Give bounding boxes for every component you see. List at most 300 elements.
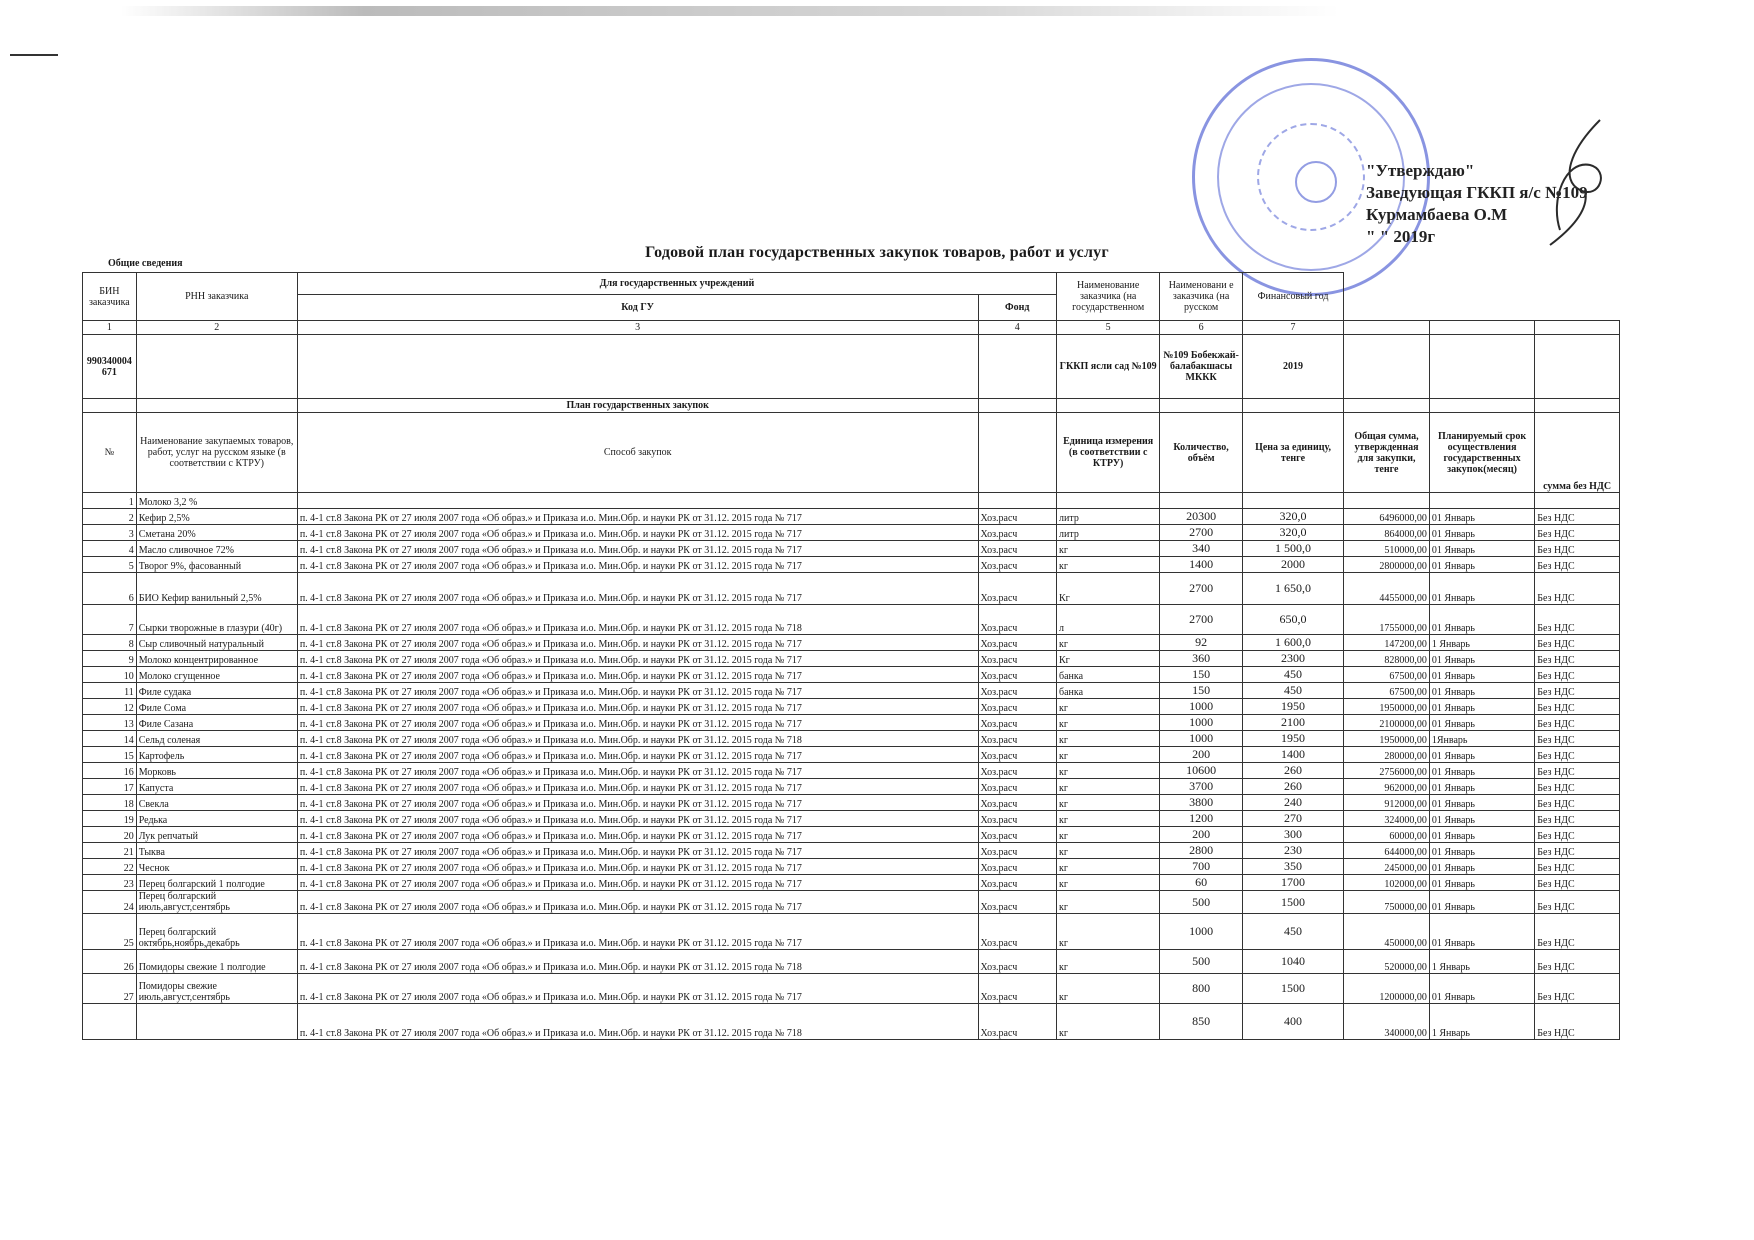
- table-row: [83, 950, 1620, 974]
- cell-unit: кг: [1057, 747, 1160, 763]
- cell-basis: п. 4-1 ст.8 Закона РК от 27 июля 2007 года «Об образ.» и Приказа и.о. Мин.Обр. и науки РК от 31.12. 2015 года № 717: [297, 811, 978, 827]
- cell-unit: кг: [1057, 1004, 1160, 1040]
- procurement-table: [82, 272, 1620, 1040]
- table-row: [83, 509, 1620, 525]
- cell-basis: п. 4-1 ст.8 Закона РК от 27 июля 2007 года «Об образ.» и Приказа и.о. Мин.Обр. и науки РК от 31.12. 2015 года № 717: [297, 635, 978, 651]
- cell-month: 01 Январь: [1429, 651, 1534, 667]
- cell-basis: п. 4-1 ст.8 Закона РК от 27 июля 2007 года «Об образ.» и Приказа и.о. Мин.Обр. и науки РК от 31.12. 2015 года № 717: [297, 699, 978, 715]
- cell-basis: п. 4-1 ст.8 Закона РК от 27 июля 2007 года «Об образ.» и Приказа и.о. Мин.Обр. и науки РК от 31.12. 2015 года № 717: [297, 667, 978, 683]
- col-number: 1: [83, 321, 137, 335]
- cell-src: Хоз.расч: [978, 859, 1057, 875]
- cell-name: Филе судака: [136, 683, 297, 699]
- cell-total: 750000,00: [1344, 891, 1430, 914]
- cell-n: 11: [83, 683, 137, 699]
- cell-price: 1950: [1242, 731, 1343, 747]
- cell-name: Тыква: [136, 843, 297, 859]
- cell-n: 20: [83, 827, 137, 843]
- cell-total: 340000,00: [1344, 1004, 1430, 1040]
- cell-month: 01 Январь: [1429, 699, 1534, 715]
- cell-n: 6: [83, 573, 137, 605]
- cell-month: 01 Январь: [1429, 779, 1534, 795]
- cell-qty: 360: [1160, 651, 1243, 667]
- cell-n: 23: [83, 875, 137, 891]
- cell-price: 1 500,0: [1242, 541, 1343, 557]
- term-header: Планируемый срок осуществления государственных закупок(месяц): [1429, 413, 1534, 493]
- cell-price: 450: [1242, 667, 1343, 683]
- cell-name: Чеснок: [136, 859, 297, 875]
- cell-total: 644000,00: [1344, 843, 1430, 859]
- cell-src: Хоз.расч: [978, 843, 1057, 859]
- cell-vat: Без НДС: [1535, 974, 1620, 1004]
- cell-basis: п. 4-1 ст.8 Закона РК от 27 июля 2007 года «Об образ.» и Приказа и.о. Мин.Обр. и науки РК от 31.12. 2015 года № 717: [297, 859, 978, 875]
- cell-vat: Без НДС: [1535, 859, 1620, 875]
- cell-price: 2000: [1242, 557, 1343, 573]
- cell-unit: кг: [1057, 699, 1160, 715]
- cell-src: Хоз.расч: [978, 635, 1057, 651]
- cell-price: 1950: [1242, 699, 1343, 715]
- cell-price: 260: [1242, 779, 1343, 795]
- cell-qty: 1000: [1160, 914, 1243, 950]
- cell-unit: кг: [1057, 891, 1160, 914]
- cell-price: 1 600,0: [1242, 635, 1343, 651]
- table-row: [83, 974, 1620, 1004]
- cell-price: 1040: [1242, 950, 1343, 974]
- cell-n: 14: [83, 731, 137, 747]
- cell-month: [1429, 493, 1534, 509]
- cell-total: 2100000,00: [1344, 715, 1430, 731]
- cell-vat: Без НДС: [1535, 779, 1620, 795]
- cell-qty: 850: [1160, 1004, 1243, 1040]
- cell-qty: [1160, 493, 1243, 509]
- cell-src: Хоз.расч: [978, 509, 1057, 525]
- cell-basis: п. 4-1 ст.8 Закона РК от 27 июля 2007 года «Об образ.» и Приказа и.о. Мин.Обр. и науки РК от 31.12. 2015 года № 718: [297, 731, 978, 747]
- plan-label: План государственных закупок: [297, 399, 978, 413]
- cell-qty: 3700: [1160, 779, 1243, 795]
- col-number: 6: [1160, 321, 1243, 335]
- cell-vat: Без НДС: [1535, 950, 1620, 974]
- name-ru-value: №109 Бобекжай-балабакшасы МККК: [1160, 335, 1243, 399]
- cell-name: Сметана 20%: [136, 525, 297, 541]
- table-row: [83, 843, 1620, 859]
- col-number: 7: [1242, 321, 1343, 335]
- general-info-label: Общие сведения: [108, 258, 183, 269]
- cell-price: 320,0: [1242, 525, 1343, 541]
- cell-price: 350: [1242, 859, 1343, 875]
- cell-basis: п. 4-1 ст.8 Закона РК от 27 июля 2007 года «Об образ.» и Приказа и.о. Мин.Обр. и науки РК от 31.12. 2015 года № 717: [297, 747, 978, 763]
- cell-total: 147200,00: [1344, 635, 1430, 651]
- cell-name: Кефир 2,5%: [136, 509, 297, 525]
- cell-name: Лук репчатый: [136, 827, 297, 843]
- cell-basis: п. 4-1 ст.8 Закона РК от 27 июля 2007 года «Об образ.» и Приказа и.о. Мин.Обр. и науки РК от 31.12. 2015 года № 717: [297, 573, 978, 605]
- cell-name: Молоко сгущенное: [136, 667, 297, 683]
- cell-n: 12: [83, 699, 137, 715]
- cell-n: 4: [83, 541, 137, 557]
- table-row: [83, 891, 1620, 914]
- cell-n: 22: [83, 859, 137, 875]
- table-row: [83, 493, 1620, 509]
- cell-total: 2800000,00: [1344, 557, 1430, 573]
- cell-n: 3: [83, 525, 137, 541]
- cell-vat: Без НДС: [1535, 875, 1620, 891]
- cell-basis: п. 4-1 ст.8 Закона РК от 27 июля 2007 года «Об образ.» и Приказа и.о. Мин.Обр. и науки РК от 31.12. 2015 года № 718: [297, 605, 978, 635]
- table-row: [83, 747, 1620, 763]
- cell-src: Хоз.расч: [978, 525, 1057, 541]
- approval-line: "Утверждаю": [1366, 161, 1475, 180]
- cell-vat: Без НДС: [1535, 795, 1620, 811]
- general-data-row: [83, 335, 1620, 399]
- name-ru-header: Наименовани е заказчика (на русском: [1160, 273, 1243, 321]
- cell-unit: кг: [1057, 541, 1160, 557]
- cell-total: 1950000,00: [1344, 699, 1430, 715]
- cell-price: 650,0: [1242, 605, 1343, 635]
- cell-month: 01 Январь: [1429, 811, 1534, 827]
- cell-unit: кг: [1057, 827, 1160, 843]
- cell-total: 67500,00: [1344, 667, 1430, 683]
- cell-name: Сыр сливочный натуральный: [136, 635, 297, 651]
- fin-year-header: Финансовый год: [1242, 273, 1343, 321]
- cell-total: 2756000,00: [1344, 763, 1430, 779]
- cell-unit: кг: [1057, 635, 1160, 651]
- cell-vat: Без НДС: [1535, 683, 1620, 699]
- cell-n: 17: [83, 779, 137, 795]
- cell-unit: кг: [1057, 950, 1160, 974]
- cell-unit: кг: [1057, 974, 1160, 1004]
- cell-total: 60000,00: [1344, 827, 1430, 843]
- method-header: Способ закупок: [297, 413, 978, 493]
- cell-unit: Кг: [1057, 651, 1160, 667]
- cell-total: 962000,00: [1344, 779, 1430, 795]
- cell-unit: л: [1057, 605, 1160, 635]
- bin-header: БИН заказчика: [83, 273, 137, 321]
- cell-price: 1700: [1242, 875, 1343, 891]
- cell-src: Хоз.расч: [978, 699, 1057, 715]
- cell-n: 5: [83, 557, 137, 573]
- cell-total: 912000,00: [1344, 795, 1430, 811]
- cell-qty: 20300: [1160, 509, 1243, 525]
- cell-n: 15: [83, 747, 137, 763]
- cell-vat: Без НДС: [1535, 699, 1620, 715]
- cell-qty: 200: [1160, 747, 1243, 763]
- cell-total: 102000,00: [1344, 875, 1430, 891]
- document-title: Годовой план государственных закупок товаров, работ и услуг: [645, 244, 1109, 261]
- no-header: №: [83, 413, 137, 493]
- cell-src: Хоз.расч: [978, 891, 1057, 914]
- cell-basis: п. 4-1 ст.8 Закона РК от 27 июля 2007 года «Об образ.» и Приказа и.о. Мин.Обр. и науки РК от 31.12. 2015 года № 717: [297, 651, 978, 667]
- cell-vat: Без НДС: [1535, 667, 1620, 683]
- gov-header: Для государственных учреждений: [297, 273, 1056, 295]
- table-row: [83, 1004, 1620, 1040]
- cell-vat: Без НДС: [1535, 509, 1620, 525]
- table-row: [83, 914, 1620, 950]
- cell-price: 260: [1242, 763, 1343, 779]
- plan-header-row: [83, 413, 1620, 493]
- cell-price: 2100: [1242, 715, 1343, 731]
- cell-name: Свекла: [136, 795, 297, 811]
- cell-n: 9: [83, 651, 137, 667]
- cell-name: Филе Сома: [136, 699, 297, 715]
- cell-src: Хоз.расч: [978, 950, 1057, 974]
- cell-name: Морковь: [136, 763, 297, 779]
- cell-basis: п. 4-1 ст.8 Закона РК от 27 июля 2007 года «Об образ.» и Приказа и.о. Мин.Обр. и науки РК от 31.12. 2015 года № 717: [297, 974, 978, 1004]
- cell-name: Картофель: [136, 747, 297, 763]
- cell-total: 280000,00: [1344, 747, 1430, 763]
- cell-basis: п. 4-1 ст.8 Закона РК от 27 июля 2007 года «Об образ.» и Приказа и.о. Мин.Обр. и науки РК от 31.12. 2015 года № 717: [297, 843, 978, 859]
- cell-qty: 500: [1160, 891, 1243, 914]
- cell-name: Сырки творожные в глазури (40г): [136, 605, 297, 635]
- cell-price: 240: [1242, 795, 1343, 811]
- cell-month: 01 Январь: [1429, 859, 1534, 875]
- cell-month: 01 Январь: [1429, 573, 1534, 605]
- price-header: Цена за единицу, тенге: [1242, 413, 1343, 493]
- handwritten-signature: [1530, 110, 1626, 250]
- cell-unit: литр: [1057, 509, 1160, 525]
- table-row: [83, 651, 1620, 667]
- cell-unit: литр: [1057, 525, 1160, 541]
- cell-total: 4455000,00: [1344, 573, 1430, 605]
- cell-name: Сельд соленая: [136, 731, 297, 747]
- cell-price: 230: [1242, 843, 1343, 859]
- cell-month: 01 Январь: [1429, 875, 1534, 891]
- cell-vat: Без НДС: [1535, 763, 1620, 779]
- cell-total: [1344, 493, 1430, 509]
- cell-total: 1200000,00: [1344, 974, 1430, 1004]
- cell-src: Хоз.расч: [978, 795, 1057, 811]
- cell-name: [136, 1004, 297, 1040]
- item-name-header: Наименование закупаемых товаров, работ, услуг на русском языке (в соответствии с КТРУ): [136, 413, 297, 493]
- cell-name: Филе Сазана: [136, 715, 297, 731]
- cell-total: 324000,00: [1344, 811, 1430, 827]
- table-row: [83, 859, 1620, 875]
- cell-price: [1242, 493, 1343, 509]
- cell-name: БИО Кефир ванильный 2,5%: [136, 573, 297, 605]
- cell-n: 18: [83, 795, 137, 811]
- cell-qty: 60: [1160, 875, 1243, 891]
- cell-src: Хоз.расч: [978, 747, 1057, 763]
- cell-unit: кг: [1057, 843, 1160, 859]
- cell-vat: Без НДС: [1535, 827, 1620, 843]
- fund-header: Фонд: [978, 295, 1057, 321]
- cell-n: 26: [83, 950, 137, 974]
- cell-basis: п. 4-1 ст.8 Закона РК от 27 июля 2007 года «Об образ.» и Приказа и.о. Мин.Обр. и науки РК от 31.12. 2015 года № 717: [297, 509, 978, 525]
- table-row: [83, 731, 1620, 747]
- cell-src: Хоз.расч: [978, 541, 1057, 557]
- cell-month: 1 Январь: [1429, 950, 1534, 974]
- table-row: [83, 699, 1620, 715]
- cell-vat: [1535, 493, 1620, 509]
- cell-n: 8: [83, 635, 137, 651]
- cell-price: 320,0: [1242, 509, 1343, 525]
- cell-n: [83, 1004, 137, 1040]
- cell-n: 16: [83, 763, 137, 779]
- cell-unit: кг: [1057, 779, 1160, 795]
- cell-n: 10: [83, 667, 137, 683]
- cell-qty: 1000: [1160, 715, 1243, 731]
- cell-qty: 1000: [1160, 731, 1243, 747]
- vat-header: сумма без НДС: [1535, 413, 1620, 493]
- cell-month: 01 Январь: [1429, 974, 1534, 1004]
- cell-name: Редька: [136, 811, 297, 827]
- cell-n: 7: [83, 605, 137, 635]
- cell-month: 01 Январь: [1429, 827, 1534, 843]
- table-row: [83, 795, 1620, 811]
- cell-month: 01 Январь: [1429, 509, 1534, 525]
- cell-unit: кг: [1057, 763, 1160, 779]
- cell-unit: кг: [1057, 811, 1160, 827]
- name-state-header: Наименование заказчика (на государственном: [1057, 273, 1160, 321]
- cell-src: Хоз.расч: [978, 667, 1057, 683]
- qty-header: Количество, объём: [1160, 413, 1243, 493]
- unit-header: Единица измерения (в соответствии с КТРУ): [1057, 413, 1160, 493]
- cell-src: [978, 493, 1057, 509]
- cell-month: 1 Январь: [1429, 635, 1534, 651]
- cell-qty: 200: [1160, 827, 1243, 843]
- cell-src: Хоз.расч: [978, 875, 1057, 891]
- table-row: [83, 827, 1620, 843]
- table-row: [83, 557, 1620, 573]
- cell-name: Творог 9%, фасованный: [136, 557, 297, 573]
- name-state-value: ГККП ясли сад №109: [1057, 335, 1160, 399]
- cell-total: 245000,00: [1344, 859, 1430, 875]
- approval-name: Курмамбаева О.М: [1366, 205, 1508, 224]
- cell-vat: Без НДС: [1535, 557, 1620, 573]
- cell-name: Капуста: [136, 779, 297, 795]
- cell-price: 1400: [1242, 747, 1343, 763]
- cell-vat: Без НДС: [1535, 525, 1620, 541]
- cell-month: 1 Январь: [1429, 1004, 1534, 1040]
- cell-unit: кг: [1057, 914, 1160, 950]
- scan-mark: [10, 54, 58, 56]
- cell-qty: 150: [1160, 683, 1243, 699]
- cell-n: 25: [83, 914, 137, 950]
- cell-price: 450: [1242, 683, 1343, 699]
- cell-basis: п. 4-1 ст.8 Закона РК от 27 июля 2007 года «Об образ.» и Приказа и.о. Мин.Обр. и науки РК от 31.12. 2015 года № 717: [297, 683, 978, 699]
- cell-total: 864000,00: [1344, 525, 1430, 541]
- table-row: [83, 715, 1620, 731]
- cell-src: Хоз.расч: [978, 779, 1057, 795]
- cell-basis: п. 4-1 ст.8 Закона РК от 27 июля 2007 года «Об образ.» и Приказа и.о. Мин.Обр. и науки РК от 31.12. 2015 года № 717: [297, 779, 978, 795]
- cell-unit: кг: [1057, 875, 1160, 891]
- year-value: 2019: [1242, 335, 1343, 399]
- cell-qty: 1200: [1160, 811, 1243, 827]
- cell-name: Перец болгарский июль,август,сентябрь: [136, 891, 297, 914]
- cell-vat: Без НДС: [1535, 573, 1620, 605]
- cell-name: Перец болгарский 1 полгодие: [136, 875, 297, 891]
- cell-basis: п. 4-1 ст.8 Закона РК от 27 июля 2007 года «Об образ.» и Приказа и.о. Мин.Обр. и науки РК от 31.12. 2015 года № 717: [297, 525, 978, 541]
- table-row: [83, 779, 1620, 795]
- cell-qty: 150: [1160, 667, 1243, 683]
- cell-unit: кг: [1057, 859, 1160, 875]
- cell-basis: п. 4-1 ст.8 Закона РК от 27 июля 2007 года «Об образ.» и Приказа и.о. Мин.Обр. и науки РК от 31.12. 2015 года № 717: [297, 795, 978, 811]
- cell-src: Хоз.расч: [978, 683, 1057, 699]
- cell-name: Помидоры свежие 1 полгодие: [136, 950, 297, 974]
- cell-qty: 2700: [1160, 605, 1243, 635]
- cell-qty: 2700: [1160, 573, 1243, 605]
- general-header-row: [83, 273, 1620, 295]
- cell-name: Молоко концентрированное: [136, 651, 297, 667]
- table-row: [83, 605, 1620, 635]
- cell-total: 510000,00: [1344, 541, 1430, 557]
- table-row: [83, 811, 1620, 827]
- cell-basis: п. 4-1 ст.8 Закона РК от 27 июля 2007 года «Об образ.» и Приказа и.о. Мин.Обр. и науки РК от 31.12. 2015 года № 718: [297, 1004, 978, 1040]
- cell-n: 19: [83, 811, 137, 827]
- cell-basis: п. 4-1 ст.8 Закона РК от 27 июля 2007 года «Об образ.» и Приказа и.о. Мин.Обр. и науки РК от 31.12. 2015 года № 717: [297, 914, 978, 950]
- cell-basis: [297, 493, 978, 509]
- cell-name: Молоко 3,2 %: [136, 493, 297, 509]
- cell-vat: Без НДС: [1535, 541, 1620, 557]
- cell-vat: Без НДС: [1535, 811, 1620, 827]
- cell-price: 450: [1242, 914, 1343, 950]
- cell-month: 01 Январь: [1429, 843, 1534, 859]
- cell-unit: Кг: [1057, 573, 1160, 605]
- cell-total: 6496000,00: [1344, 509, 1430, 525]
- cell-vat: Без НДС: [1535, 731, 1620, 747]
- cell-total: 1950000,00: [1344, 731, 1430, 747]
- cell-src: Хоз.расч: [978, 573, 1057, 605]
- cell-qty: 10600: [1160, 763, 1243, 779]
- cell-month: 01 Январь: [1429, 541, 1534, 557]
- cell-total: 520000,00: [1344, 950, 1430, 974]
- cell-src: Хоз.расч: [978, 763, 1057, 779]
- cell-price: 270: [1242, 811, 1343, 827]
- col-number: 5: [1057, 321, 1160, 335]
- cell-month: 01 Январь: [1429, 557, 1534, 573]
- cell-qty: 340: [1160, 541, 1243, 557]
- cell-price: 1500: [1242, 974, 1343, 1004]
- cell-month: 01 Январь: [1429, 667, 1534, 683]
- cell-price: 300: [1242, 827, 1343, 843]
- cell-qty: 1000: [1160, 699, 1243, 715]
- cell-month: 01 Январь: [1429, 525, 1534, 541]
- cell-src: Хоз.расч: [978, 914, 1057, 950]
- cell-month: 1Январь: [1429, 731, 1534, 747]
- cell-vat: Без НДС: [1535, 651, 1620, 667]
- cell-month: 01 Январь: [1429, 683, 1534, 699]
- table-row: [83, 763, 1620, 779]
- cell-vat: Без НДС: [1535, 891, 1620, 914]
- cell-vat: Без НДС: [1535, 843, 1620, 859]
- cell-month: 01 Январь: [1429, 747, 1534, 763]
- table-row: [83, 525, 1620, 541]
- cell-total: 450000,00: [1344, 914, 1430, 950]
- cell-basis: п. 4-1 ст.8 Закона РК от 27 июля 2007 года «Об образ.» и Приказа и.о. Мин.Обр. и науки РК от 31.12. 2015 года № 717: [297, 557, 978, 573]
- seal-emblem: [1295, 161, 1337, 203]
- cell-basis: п. 4-1 ст.8 Закона РК от 27 июля 2007 года «Об образ.» и Приказа и.о. Мин.Обр. и науки РК от 31.12. 2015 года № 717: [297, 891, 978, 914]
- cell-name: Перец болгарский октябрь,ноябрь,декабрь: [136, 914, 297, 950]
- rnn-header: РНН заказчика: [136, 273, 297, 321]
- cell-month: 01 Январь: [1429, 891, 1534, 914]
- cell-vat: Без НДС: [1535, 747, 1620, 763]
- cell-basis: п. 4-1 ст.8 Закона РК от 27 июля 2007 года «Об образ.» и Приказа и.о. Мин.Обр. и науки РК от 31.12. 2015 года № 718: [297, 950, 978, 974]
- cell-qty: 800: [1160, 974, 1243, 1004]
- cell-unit: кг: [1057, 557, 1160, 573]
- cell-basis: п. 4-1 ст.8 Закона РК от 27 июля 2007 года «Об образ.» и Приказа и.о. Мин.Обр. и науки РК от 31.12. 2015 года № 717: [297, 875, 978, 891]
- cell-name: Помидоры свежие июль,август,сентябрь: [136, 974, 297, 1004]
- cell-month: 01 Январь: [1429, 914, 1534, 950]
- cell-src: Хоз.расч: [978, 1004, 1057, 1040]
- table-row: [83, 635, 1620, 651]
- cell-vat: Без НДС: [1535, 1004, 1620, 1040]
- cell-src: Хоз.расч: [978, 974, 1057, 1004]
- cell-unit: банка: [1057, 667, 1160, 683]
- table-row: [83, 683, 1620, 699]
- cell-n: 1: [83, 493, 137, 509]
- cell-total: 828000,00: [1344, 651, 1430, 667]
- cell-basis: п. 4-1 ст.8 Закона РК от 27 июля 2007 года «Об образ.» и Приказа и.о. Мин.Обр. и науки РК от 31.12. 2015 года № 717: [297, 827, 978, 843]
- total-header: Общая сумма, утвержденная для закупки, тенге: [1344, 413, 1430, 493]
- cell-total: 67500,00: [1344, 683, 1430, 699]
- scan-artifact: [120, 6, 1340, 16]
- cell-price: 2300: [1242, 651, 1343, 667]
